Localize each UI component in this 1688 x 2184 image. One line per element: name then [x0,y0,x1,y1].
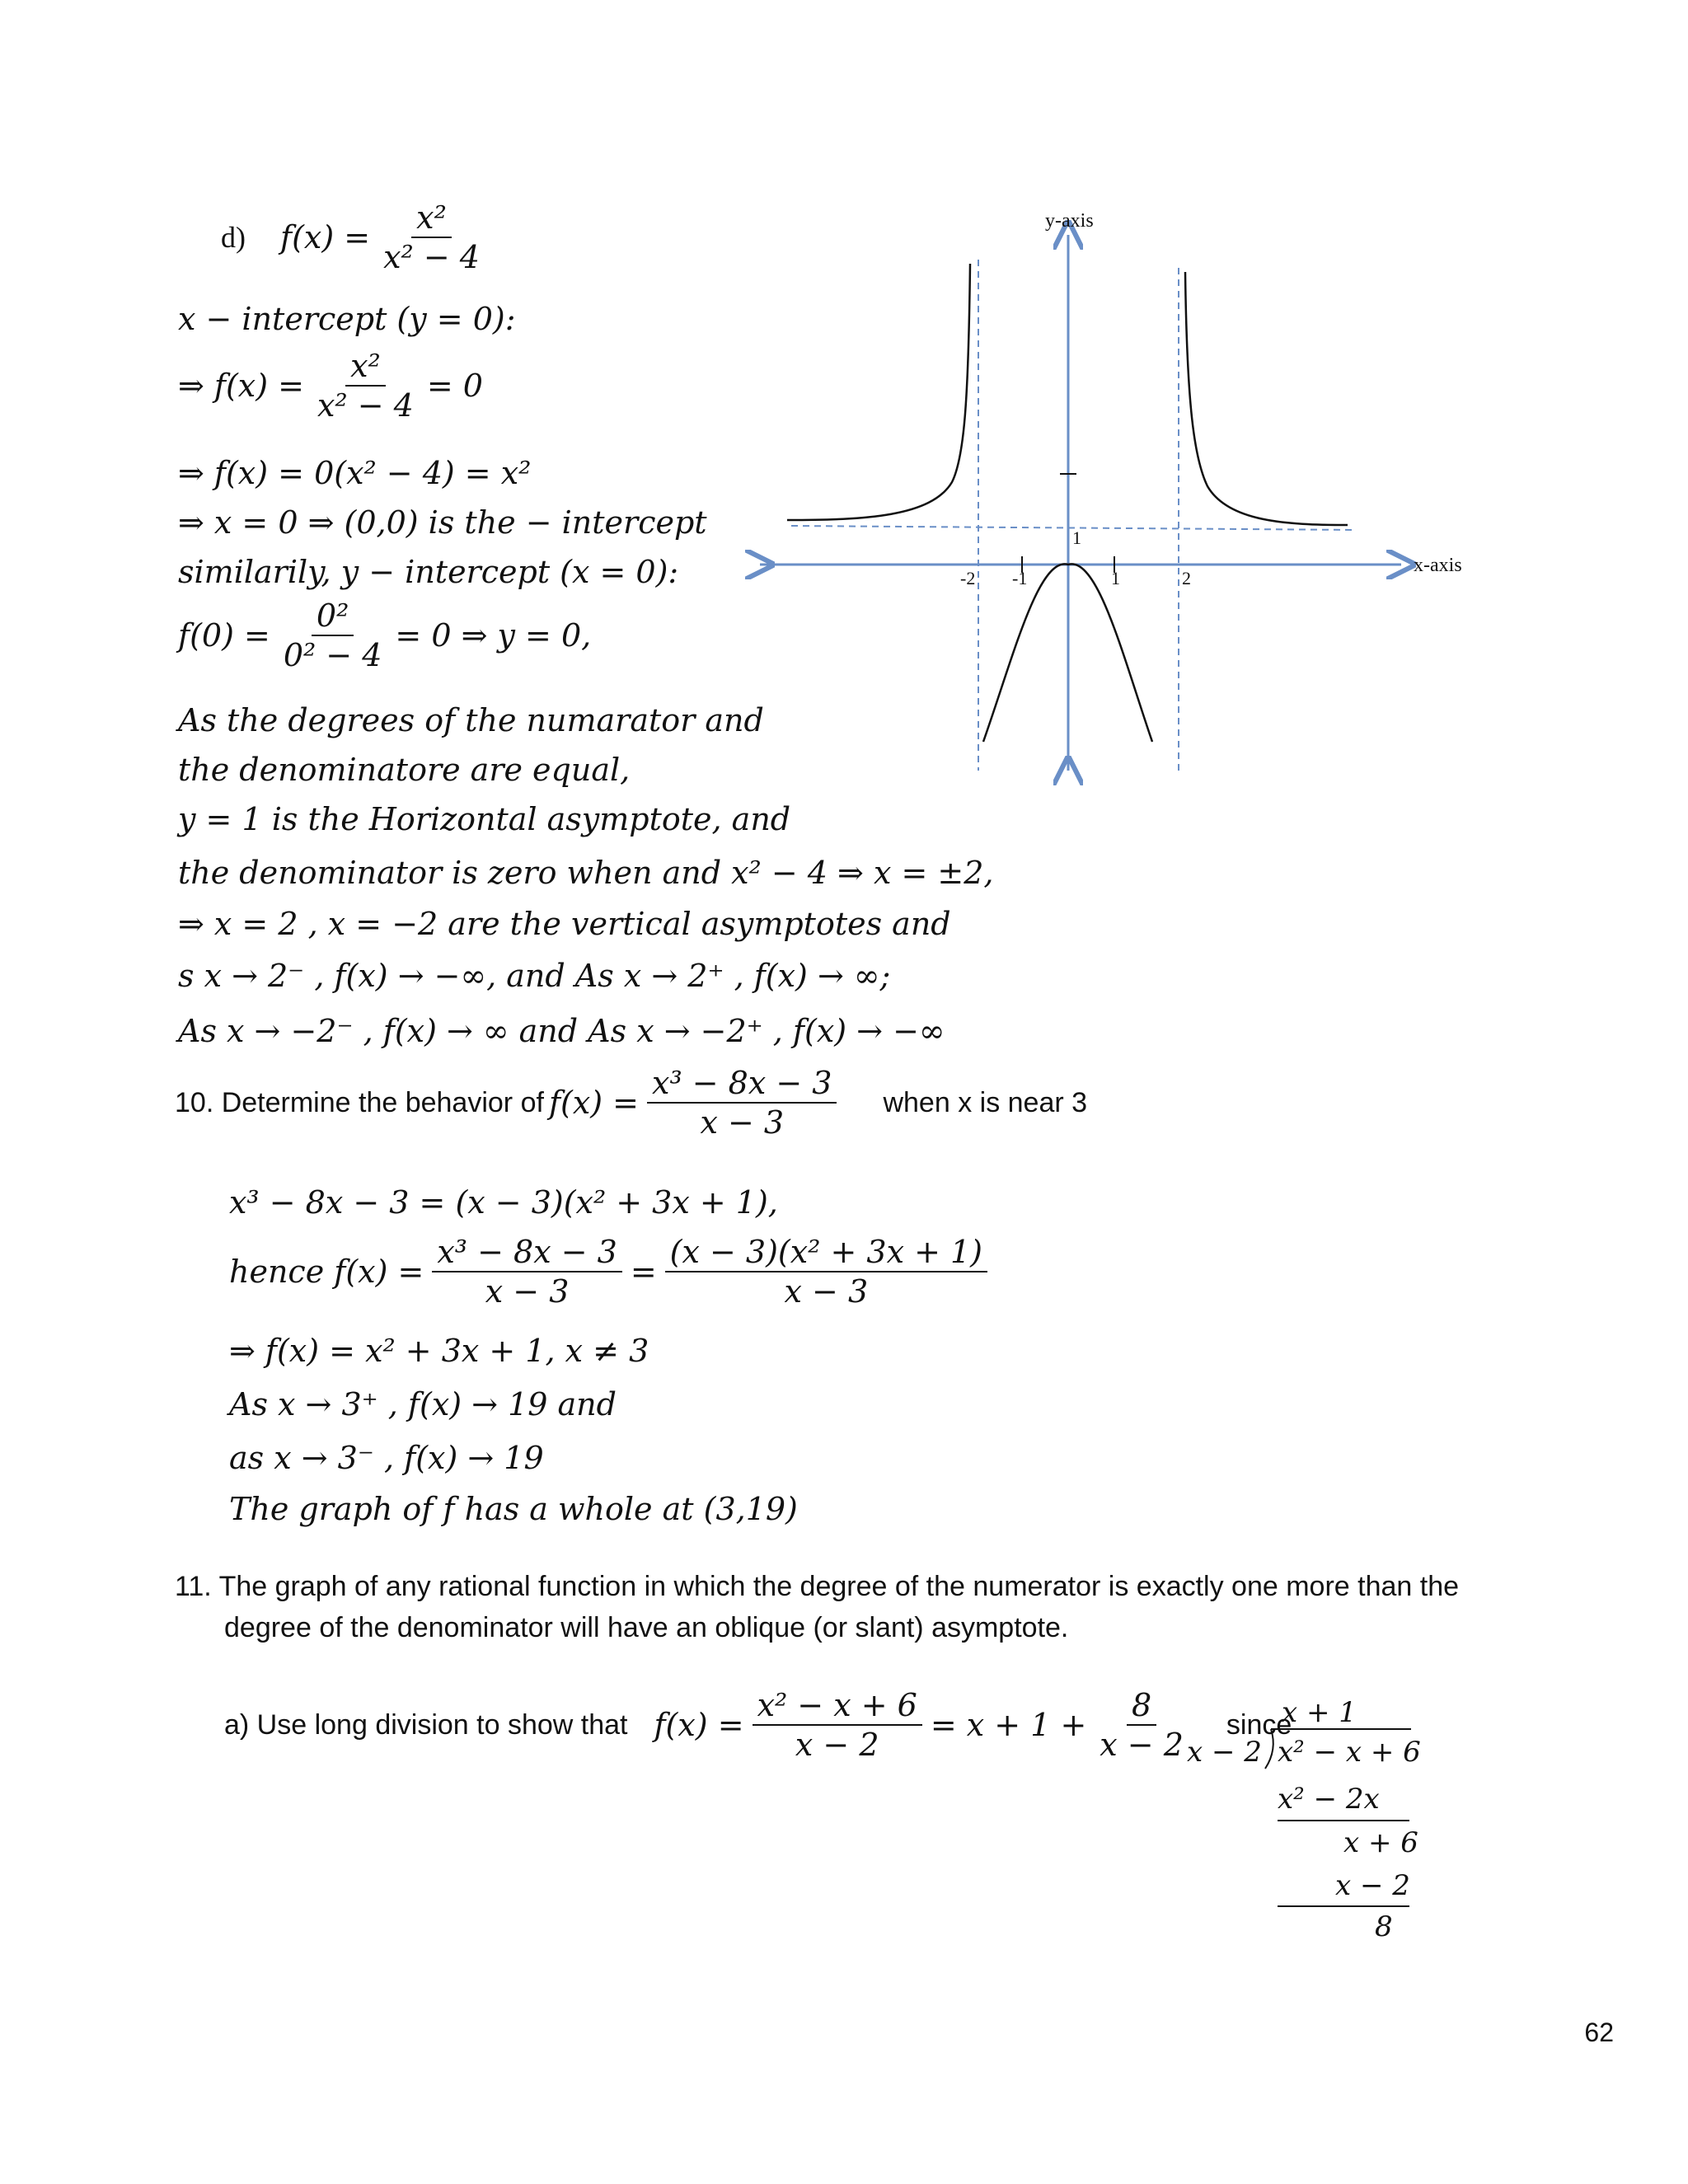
fraction [1095,1687,1189,1763]
q11-line1: 11. The graph of any rational function in which the degree of the numerator is exactly one more than the [175,1571,1460,1602]
ld-rule-1 [1278,1820,1409,1821]
numerator: x² [345,350,386,387]
explanation-line-5: ⇒ x = 2 , x = −2 are the vertical asymptotes and [178,906,951,942]
y-intercept-heading: similarily, y − intercept (x = 0): [178,554,679,590]
ld-subtract-2: x − 2 [1335,1869,1410,1902]
numerator: (x − 3)(x² + 3x + 1) [665,1236,987,1272]
q10-step6: The graph of f has a whole at (3,19) [229,1491,798,1527]
rational-function-graph [742,210,1484,787]
denominator: x − 2 [795,1727,879,1763]
ld-dividend: x² − x + 6 [1278,1736,1421,1769]
q11-a-text: a) Use long division to show that [224,1709,628,1741]
y-axis-label: y-axis [1045,210,1094,232]
step1-rhs: = 0 [426,368,483,404]
q10-step4: As x → 3⁺ , f(x) → 19 and [229,1386,617,1422]
x-axis-label: x-axis [1414,555,1462,576]
step1 [178,348,483,424]
curve-left-branch [787,264,970,520]
ld-subtract-1: x² − 2x [1278,1783,1380,1816]
step2: ⇒ f(x) = 0(x² − 4) = x² [178,455,532,491]
denominator: x² − 4 [383,239,480,275]
explanation-line-4: the denominator is zero when and x² − 4 ⇒ x = ±2, [178,855,994,891]
ld-remainder-1: x + 6 [1343,1826,1418,1859]
tick-label-neg2: -2 [960,568,976,588]
numerator: x² − x + 6 [753,1690,922,1726]
step1-lhs: ⇒ f(x) = [178,368,304,404]
numerator: x³ − 8x − 3 [432,1236,621,1272]
ld-quotient: x + 1 [1282,1696,1357,1729]
fraction [753,1687,922,1763]
explanation-line-2: the denominatore are equal, [178,752,631,788]
fraction [647,1065,837,1141]
step3: ⇒ x = 0 ⇒ (0,0) is the − intercept [178,504,707,541]
curve-right-branch [1185,272,1348,525]
denominator: x − 2 [1100,1727,1184,1763]
fraction [378,199,485,275]
q10-step1: x³ − 8x − 3 = (x − 3)(x² + 3x + 1), [229,1184,778,1221]
tick-label-1: 1 [1111,568,1120,588]
explanation-line-1: As the degrees of the numarator and [178,702,764,738]
denominator: x − 3 [485,1273,570,1310]
q10-step5: as x → 3⁻ , f(x) → 19 [229,1440,544,1476]
q10-step2 [229,1234,991,1310]
q11-f-lhs: f(x) = [654,1707,744,1743]
q11-since: since [1226,1709,1292,1741]
q10-step3: ⇒ f(x) = x² + 3x + 1, x ≠ 3 [229,1333,649,1369]
equals-sign: = [630,1254,657,1290]
q10-line [175,1065,1088,1141]
ld-remainder-2: 8 [1375,1910,1393,1943]
fraction [432,1234,621,1310]
step4 [178,600,591,671]
numerator: 0² [312,600,354,636]
horizontal-asymptote-label: 1 [1072,527,1081,548]
numerator: x³ − 8x − 3 [647,1067,837,1104]
part-d-function [221,199,488,275]
long-division [1187,1688,1426,1952]
denominator: x − 3 [700,1104,785,1141]
q10-prefix: 10. Determine the behavior of [175,1087,544,1118]
q10-f-lhs: f(x) = [548,1085,640,1121]
step4-rhs: = 0 ⇒ y = 0, [395,617,592,654]
x-intercept-heading: x − intercept (y = 0): [178,301,516,337]
f-lhs: f(x) = [280,219,371,255]
fraction [312,348,419,424]
explanation-line-7: As x → −2⁻ , f(x) → ∞ and As x → −2⁺ , f(x) → −∞ [178,1013,945,1049]
denominator: x² − 4 [316,387,414,424]
denominator: 0² − 4 [283,637,382,673]
page-number: 62 [1584,2018,1614,2047]
q11-line2: degree of the denominator will have an oblique (or slant) asymptote. [224,1612,1069,1643]
numerator: x² [411,202,452,238]
explanation-line-6: s x → 2⁻ , f(x) → −∞, and As x → 2⁺ , f(x) → ∞; [178,958,891,994]
tick-label-2: 2 [1182,568,1191,588]
denominator: x − 3 [784,1273,869,1310]
q11-part-a [224,1687,1292,1763]
step4-lhs: f(0) = [178,617,270,654]
part-d-label: d) [221,221,246,254]
ld-rule-2 [1278,1905,1409,1907]
q10-suffix: when x is near 3 [883,1087,1088,1118]
explanation-line-3: y = 1 is the Horizontal asymptote, and [178,801,791,837]
ld-divisor: x − 2 [1187,1736,1262,1769]
tick-label-neg1: -1 [1012,568,1028,588]
q10-step2-lhs: hence f(x) = [229,1254,424,1290]
q11-mid: = x + 1 + [930,1707,1087,1743]
fraction [279,600,387,671]
numerator: 8 [1127,1690,1156,1726]
fraction [665,1234,987,1310]
